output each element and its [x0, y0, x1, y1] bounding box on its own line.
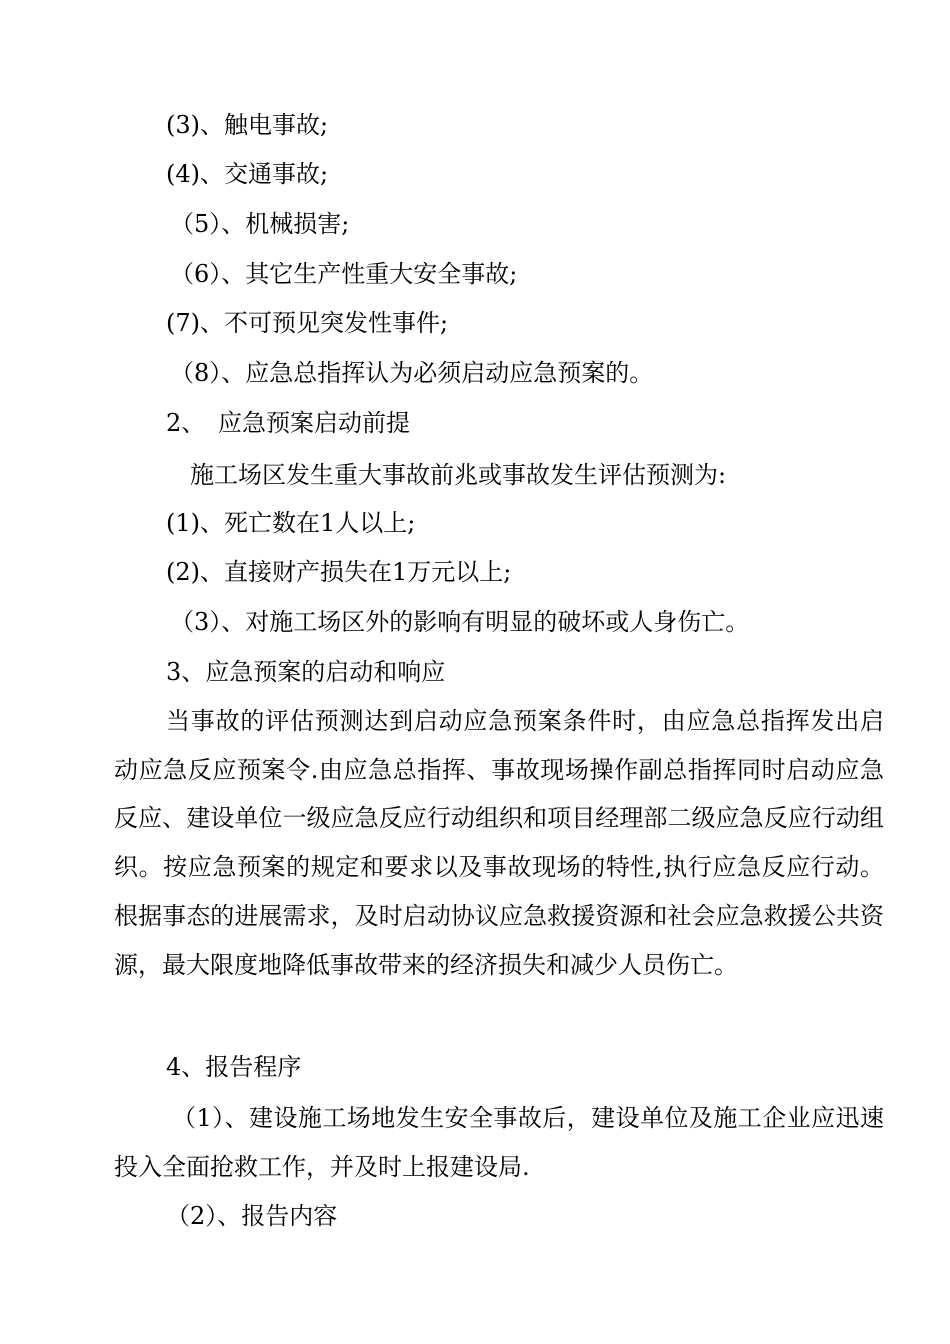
list-item-property-loss: (2)、直接财产损失在1万元以上; — [166, 558, 512, 586]
list-item-unforeseen-event: (7)、不可预见突发性事件; — [166, 309, 449, 337]
section-heading-3: 3、应急预案的启动和响应 — [166, 658, 446, 686]
section-heading-4: 4、报告程序 — [166, 1053, 302, 1081]
section-intro-text: 施工场区发生重大事故前兆或事故发生评估预测为: — [190, 461, 727, 489]
list-item-other-production-accident: （6）、其它生产性重大安全事故; — [170, 260, 518, 288]
list-item-traffic-accident: (4)、交通事故; — [166, 160, 329, 188]
list-item-electric-shock: (3)、触电事故; — [166, 111, 329, 139]
list-item-report-content: （2）、报告内容 — [166, 1202, 338, 1230]
paragraph-activation-response — [114, 697, 884, 989]
paragraph-report-step-1 — [114, 1094, 884, 1191]
list-item-external-impact: （3）、对施工场区外的影响有明显的破坏或人身伤亡。 — [170, 608, 750, 636]
section-title: 应急预案启动前提 — [218, 409, 410, 437]
paragraph-text: 当事故的评估预测达到启动应急预案条件时，由应急总指挥发出启动应急反应预案令.由应急总指挥、事故现场操作副总指挥同时启动应急反应、建设单位一级应急反应行动组织和项目经理部二级应急反应行动组织。按应急预案的规定和要求以及事故现场的特性,执行应急反应行动。根据事态的进展需求，及时启动协议应急救援资源和社会应急救援公共资源，最大限度地降低事故带来的经济损失和减少人员伤亡。 — [114, 707, 884, 979]
list-item-mechanical-injury: （5）、机械损害; — [170, 210, 350, 238]
section-number: 2、 — [166, 409, 206, 437]
list-item-casualties: (1)、死亡数在1人以上; — [166, 509, 416, 537]
list-item-commander-decision: （8）、应急总指挥认为必须启动应急预案的。 — [170, 359, 654, 387]
paragraph-text: （1）、建设施工场地发生安全事故后，建设单位及施工企业应迅速投入全面抢救工作，并及时上报建设局. — [114, 1104, 884, 1181]
section-heading-2 — [166, 403, 410, 443]
